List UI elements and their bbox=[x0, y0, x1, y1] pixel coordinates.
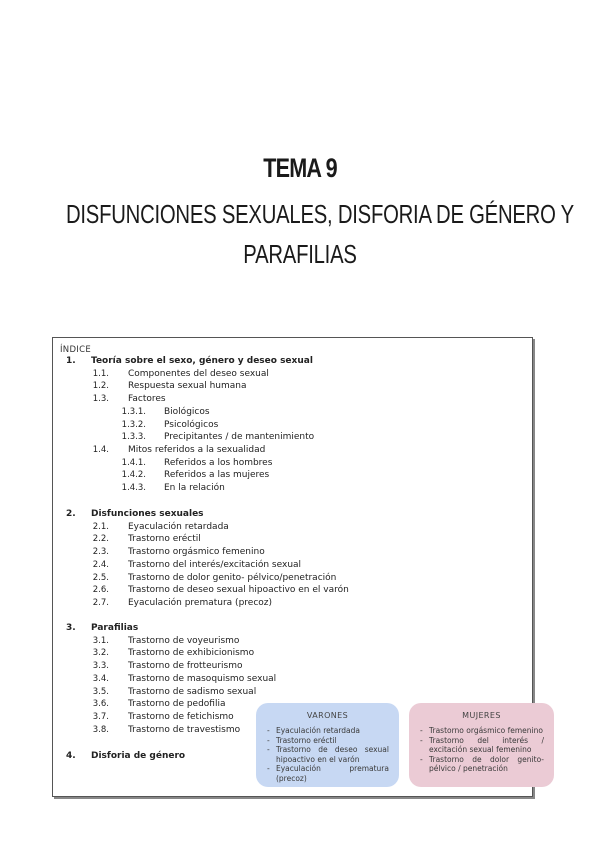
item-number: 1.1. bbox=[92, 368, 109, 379]
varones-box bbox=[256, 703, 399, 787]
list-item: - Trastorno eréctil bbox=[276, 736, 389, 746]
title-line-1: DISFUNCIONES SEXUALES, DISFORIA DE GÉNERO Y bbox=[66, 199, 574, 229]
item-number: 3.3. bbox=[92, 661, 109, 672]
list-item: Trastorno del interés/excitación sexual bbox=[128, 559, 302, 570]
list-item: Trastorno de travestismo bbox=[128, 724, 241, 735]
list-item: Precipitantes / de mantenimiento bbox=[164, 432, 315, 443]
list-item: - Eyaculación retardada bbox=[276, 726, 389, 736]
section-title: Teoría sobre el sexo, género y deseo sexual bbox=[91, 356, 313, 366]
item-number: 3.1. bbox=[92, 635, 109, 646]
list-item: Trastorno orgásmico femenino bbox=[128, 547, 265, 558]
item-number: 2.4. bbox=[92, 559, 109, 570]
mujeres-box bbox=[409, 703, 554, 787]
item-number: 3.2. bbox=[92, 648, 109, 659]
item-number: 1.3.2. bbox=[121, 419, 146, 430]
item-number: 1.3. bbox=[92, 394, 109, 405]
list-item: Eyaculación prematura (precoz) bbox=[128, 597, 273, 608]
mujeres-title: MUJERES bbox=[462, 711, 501, 720]
list-item: Eyaculación retardada bbox=[128, 521, 229, 532]
item-number: 3.5. bbox=[92, 686, 109, 697]
title-line-2: PARAFILIAS bbox=[243, 239, 357, 269]
list-item: Mitos referidos a la sexualidad bbox=[128, 444, 266, 455]
list-item: Factores bbox=[128, 394, 166, 405]
list-item: Psicológicos bbox=[164, 419, 219, 430]
section-title: Parafilias bbox=[91, 623, 139, 633]
list-item: Trastorno eréctil bbox=[128, 534, 201, 545]
item-number: 1.3.1. bbox=[121, 406, 146, 417]
list-item: Trastorno de exhibicionismo bbox=[128, 648, 255, 659]
item-number: 2.1. bbox=[92, 521, 109, 532]
list-item: - Trastorno del interés / excitación sexual femenino bbox=[429, 736, 544, 755]
list-item: Trastorno de sadismo sexual bbox=[128, 686, 257, 697]
item-number: 1.3.3. bbox=[121, 432, 146, 443]
item-number: 1.4.3. bbox=[121, 483, 146, 493]
list-item: - Trastorno de dolor genito-pélvico / penetración bbox=[429, 755, 544, 774]
index-label: ÍNDICE bbox=[60, 345, 92, 355]
varones-list bbox=[266, 726, 389, 783]
list-item: Trastorno de dolor genito- pélvico/penetración bbox=[128, 572, 337, 583]
section-number: 1. bbox=[66, 356, 76, 366]
item-number: 2.6. bbox=[92, 585, 109, 596]
item-number: 2.3. bbox=[92, 547, 109, 558]
item-number: 2.5. bbox=[92, 572, 109, 583]
list-item: Respuesta sexual humana bbox=[128, 381, 247, 392]
item-number: 1.2. bbox=[92, 381, 109, 392]
item-number: 2.2. bbox=[92, 534, 109, 545]
list-item: Trastorno de frotteurismo bbox=[128, 661, 243, 672]
list-item: Referidos a las mujeres bbox=[164, 470, 270, 481]
list-item: En la relación bbox=[164, 483, 225, 493]
item-number: 2.7. bbox=[92, 597, 109, 608]
item-number: 1.4.1. bbox=[121, 457, 146, 468]
list-item: Biológicos bbox=[164, 406, 210, 417]
list-item: Trastorno de pedofilia bbox=[128, 699, 226, 710]
mujeres-list bbox=[419, 726, 544, 774]
section-number: 2. bbox=[66, 509, 76, 519]
item-number: 1.4.2. bbox=[121, 470, 146, 481]
list-item: - Trastorno orgásmico femenino bbox=[429, 726, 544, 736]
section-number: 4. bbox=[66, 751, 76, 761]
item-number: 3.7. bbox=[92, 711, 109, 722]
list-item: Trastorno de masoquismo sexual bbox=[128, 673, 277, 684]
section-number: 3. bbox=[66, 623, 76, 633]
list-item: Trastorno de fetichismo bbox=[128, 711, 234, 722]
item-number: 3.8. bbox=[92, 724, 109, 735]
tema-heading: TEMA 9 bbox=[263, 153, 337, 183]
section-title: Disfunciones sexuales bbox=[91, 509, 204, 519]
list-item: Trastorno de deseo sexual hipoactivo en el varón bbox=[128, 585, 349, 596]
list-item: - Trastorno de deseo sexual hipoactivo en el varón bbox=[276, 745, 389, 764]
item-number: 1.4. bbox=[92, 444, 109, 455]
section-title: Disforia de género bbox=[91, 751, 186, 761]
list-item: Componentes del deseo sexual bbox=[128, 368, 269, 379]
varones-title: VARONES bbox=[306, 711, 349, 720]
list-item: - Eyaculación prematura (precoz) bbox=[276, 764, 389, 783]
title-block bbox=[0, 150, 600, 274]
list-item: Referidos a los hombres bbox=[164, 457, 273, 468]
item-number: 3.6. bbox=[92, 699, 109, 710]
item-number: 3.4. bbox=[92, 673, 109, 684]
list-item: Trastorno de voyeurismo bbox=[128, 635, 240, 646]
